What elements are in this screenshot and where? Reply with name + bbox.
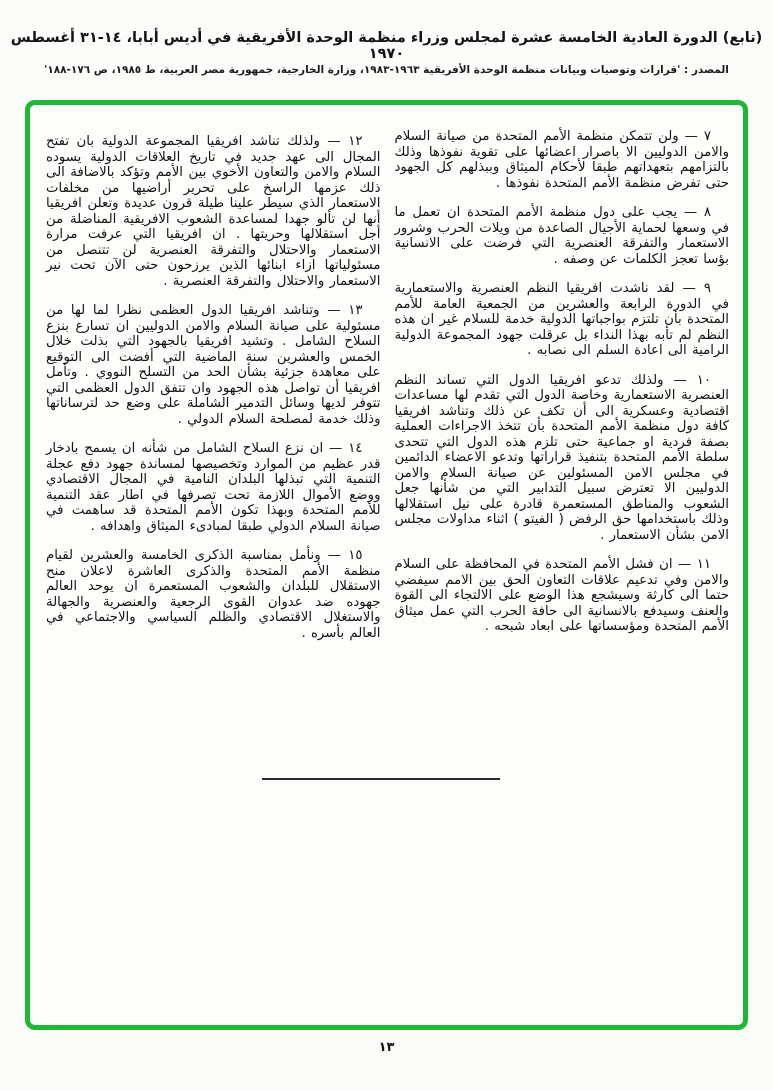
- header-title: (تابع) الدورة العادية الخامسة عشرة لمجلس وزراء منظمة الوحدة الأفريقية في أديس أبابا، ١٤-٣١ أغسطس ١٩٧٠: [10, 30, 763, 62]
- paragraph-number: ٩ —: [682, 281, 711, 296]
- paragraph-number: ٨ —: [683, 205, 711, 220]
- paragraph: [46, 303, 381, 427]
- paragraph-number: ١٥ —: [327, 548, 363, 563]
- text-column-left: [46, 129, 381, 655]
- paragraph-number: ٧ —: [684, 129, 711, 144]
- paragraph-number: ١٠ —: [673, 372, 711, 388]
- paragraph: [395, 557, 730, 635]
- paragraph: [46, 548, 381, 641]
- paragraph-number: ١١ —: [677, 557, 712, 572]
- text-columns: [46, 129, 729, 655]
- document-frame: [25, 100, 748, 1030]
- paragraph: [395, 129, 730, 191]
- paragraph-text: ولذلك تناشد افريقيا المجموعة الدولية بان تفتح المجال الى عهد جديد في تاريخ العلاقات الدولية يسوده السلام والامن والتعاون الأخوي بين الأمم وتؤكد بالاضافة الى ذلك عزمها الراسخ على تحرير أراضيها من مخلفات الاستعمار الذي سيطر علينا طيلة قرون عديدة وتعلن افريقيا أنها لن تألو جهدا لمساعدة الشعوب الافريقية المناضلة من أجل استقلالها وحريتها . ان افريقيا التي عرفت مرارة الاستعمار والاحتلال والتفرقة العنصرية لن تتنصل من مسئولياتها ازاء ابنائها الذين يرزحون حتى الآن تحت نير الاستعمار والاحتلال والتفرقة العنصرية .: [46, 134, 381, 289]
- page-number: ١٣: [378, 1040, 395, 1055]
- paragraph-text: ونأمل بمناسبة الذكرى الخامسة والعشرين لقيام منظمة الأمم المتحدة والذكرى العاشرة لاعلان منح الاستقلال للبلدان والشعوب المستعمرة ان يوحد العالم جهوده ضد عدوان القوى الرجعية والعنصرية والجهالة والاستغلال الاقتصادي والظلم السياسي والاجتماعي في العالم بأسره .: [46, 548, 381, 641]
- paragraph-text: لقد ناشدت افريقيا النظم العنصرية والاستعمارية في الدورة الرابعة والعشرين من الجمعية العامة للأمم المتحدة بأن تلتزم بواجباتها الدولية خدمة للسلام غير ان هذه النظم لم تأبه بهذا النداء بل عرقلت جهود المجموعة الدولية الرامية الى اعادة السلم الى نصابه .: [394, 281, 729, 358]
- footer-divider: [262, 778, 500, 780]
- header-source: المصدر : 'قرارات وتوصيات وبيانات منظمة الوحدة الأفريقية ١٩٦٣-١٩٨٣، وزارة الخارجية، جمهورية مصر العربية، ط ١٩٨٥، ص ١٧٦-١٨٨': [44, 64, 729, 76]
- text-column-right: [395, 129, 730, 655]
- paragraph-text: ولذلك تدعو افريقيا الدول التي تساند النظم العنصرية الاستعمارية وخاصة الدول التي تقدم لها مساعدات اقتصادية وعسكرية الى أن تكف عن ذلك وتناشد افريقيا كافة دول منظمة الأمم المتحدة بأن تتخذ الاجراءات العملية بصفة فردية او جماعية حتى تلزم هذه الدول التي تتحدى سلطة الأمم المتحدة بتنفيذ قراراتها وتدعو الاعضاء الدائمين في مجلس الامن المسئولين عن صيانة السلام والامن الدوليين الا تعترض سبيل التدابير التي من شأنها جعل الشعوب والمناطق المستعمرة قادرة على نيل استقلالها وذلك باستخدامها حق الرفض ( الفيتو ) اثناء مداولات مجلس الامن بشأن الاستعمار .: [394, 372, 729, 543]
- paragraph-text: ولن تتمكن منظمة الأمم المتحدة من صيانة السلام والامن الدوليين الا باصرار اعضائها على تقوية نفوذها وذلك بالتزامهم بتعهداتهم طبقا لأحكام الميثاق وببذلهم كل الجهود حتى تفرض منظمة الأمم المتحدة نفوذها .: [394, 129, 729, 191]
- paragraph: [46, 441, 381, 534]
- paragraph-number: ١٢ —: [327, 134, 363, 149]
- paragraph: [395, 373, 730, 544]
- paragraph-text: ان نزع السلاح الشامل من شأنه ان يسمح بادخار قدر عظيم من الموارد وتخصيصها لمساندة جهود دفع عجلة التنمية التي تبذلها البلدان النامية في المجال الاقتصادي ووضع الأموال اللازمة تحت تصرفها في اطار عقد التنمية للأمم المتحدة وبهذا تكون الأمم المتحدة قد ساهمت في صيانة السلام الدولي طبقا لمبادىء الميثاق واهدافه .: [46, 441, 381, 534]
- paragraph-number: ١٣ —: [327, 303, 363, 318]
- paragraph: [395, 281, 730, 359]
- paragraph-number: ١٤ —: [329, 441, 363, 456]
- paragraph-text: وتناشد افريقيا الدول العظمى نظرا لما لها من مسئولية على صيانة السلام والامن الدوليين ان تسارع بنزع السلاح الشامل . وتشيد افريقيا بالجهود التي بذلت خلال الخمس والعشرين سنة الماضية التي أفضت الى التوقيع على معاهدة جزئية بشأن الحد من التسلح النووي . وتأمل افريقيا أن تواصل هذه الجهود وان تتفق الدول العظمى التي تتوفر لديها وسائل التدمير الشاملة على وضع حد لترساناتها وذلك خدمة لمصلحة السلام الدولي .: [46, 303, 381, 427]
- paragraph: [395, 205, 730, 267]
- paragraph-text: يجب على دول منظمة الأمم المتحدة ان تعمل ما في وسعها لحماية الأجيال الصاعدة من ويلات الحرب وشرور الاستعمار والتفرقة العنصرية التي فرضت على الانسانية بؤسا تعجز الكلمات عن وصفه .: [394, 205, 729, 267]
- paragraph: [46, 134, 381, 289]
- paragraph-text: ان فشل الأمم المتحدة في المحافظة على السلام والامن وفي تدعيم علاقات التعاون الحق بين الامم سيفضي حتما الى كارثة وسيشجع هذا الوضع على الالتجاء الى القوة والعنف وسيدفع بالانسانية الى حافة الحرب التي عمل ميثاق الأمم المتحدة ومؤسساتها على ابعاد شبحه .: [394, 557, 729, 634]
